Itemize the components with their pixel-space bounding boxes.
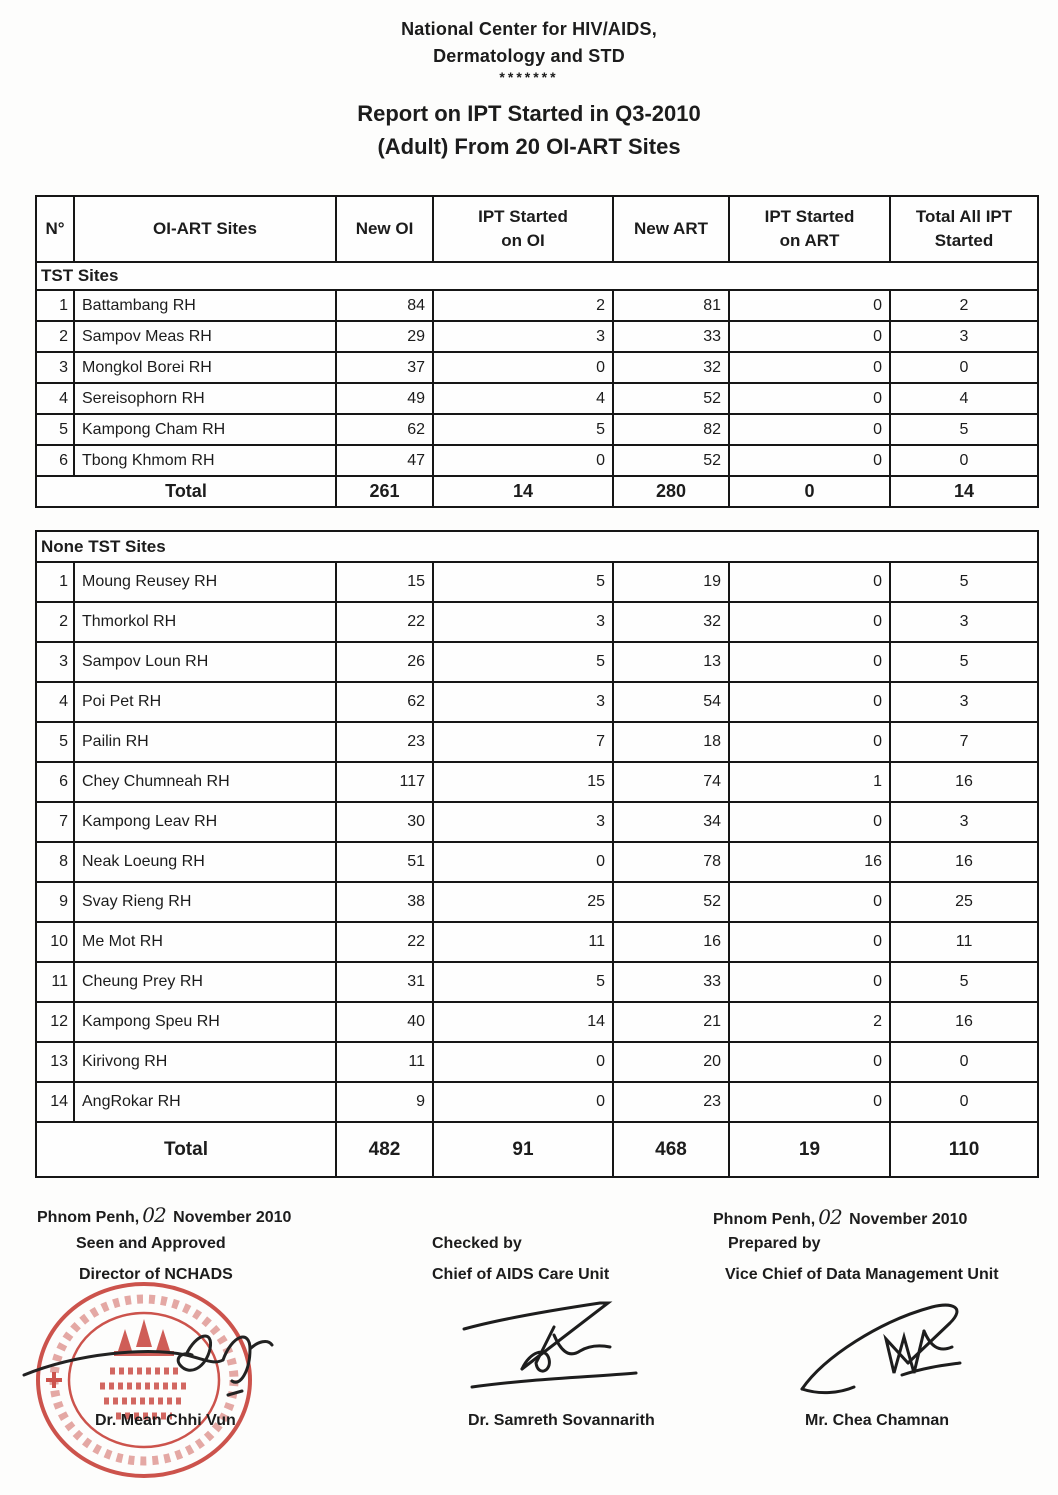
ipt-started-art-value: 0 [729,383,890,414]
org-name-line2: Dermatology and STD [433,46,625,66]
row-number: 6 [36,762,74,802]
table-row [36,802,1038,842]
total-all-ipt-value: 4 [890,383,1038,414]
new-oi-value: 15 [336,562,433,602]
total-all-ipt-value: 16 [890,842,1038,882]
total-new-art: 280 [613,476,729,507]
new-art-value: 13 [613,642,729,682]
site-name: Me Mot RH [74,922,336,962]
table-row [36,842,1038,882]
ipt-started-art-value: 0 [729,682,890,722]
total-all-ipt-value: 3 [890,602,1038,642]
new-art-value: 32 [613,602,729,642]
total-all-ipt-value: 3 [890,682,1038,722]
section-label: None TST Sites [36,531,1038,562]
approved-caption: Seen and Approved [76,1235,226,1252]
site-name: Neak Loeung RH [74,842,336,882]
new-oi-value: 62 [336,414,433,445]
ipt-started-art-value: 2 [729,1002,890,1042]
report-title-line1: Report on IPT Started in Q3-2010 [357,101,701,126]
ipt-started-art-value: 0 [729,290,890,321]
new-art-value: 33 [613,321,729,352]
table-row [36,290,1038,321]
ipt-started-art-value: 0 [729,602,890,642]
col-header-new-oi: New OI [336,196,433,262]
table-row [36,722,1038,762]
site-name: Svay Rieng RH [74,882,336,922]
row-number: 10 [36,922,74,962]
new-art-value: 23 [613,1082,729,1122]
total-all-ipt-value: 16 [890,762,1038,802]
prepared-place-date: Phnom Penh, 02 November 2010 [713,1205,968,1229]
prepared-name: Mr. Chea Chamnan [805,1412,950,1429]
col-header-new-art: New ART [613,196,729,262]
ipt-started-oi-value: 3 [433,802,613,842]
total-ipt-oi: 91 [433,1122,613,1177]
table-row [36,682,1038,722]
ipt-started-oi-value: 7 [433,722,613,762]
site-name: Sampov Loun RH [74,642,336,682]
ipt-started-art-value: 0 [729,352,890,383]
site-name: Pailin RH [74,722,336,762]
ipt-started-oi-value: 0 [433,1042,613,1082]
total-all-ipt-value: 0 [890,1082,1038,1122]
row-number: 13 [36,1042,74,1082]
prepared-title: Vice Chief of Data Management Unit [725,1266,999,1283]
ipt-started-art-value: 0 [729,802,890,842]
tst-total-row [36,476,1038,507]
row-number: 14 [36,1082,74,1122]
total-all-ipt-value: 3 [890,802,1038,842]
none-tst-sites-table [35,530,1039,1178]
ipt-started-art-value: 0 [729,962,890,1002]
none-tst-total-row [36,1122,1038,1177]
report-title [0,97,1058,163]
report-title-line2: (Adult) From 20 OI-ART Sites [377,134,681,159]
handwritten-day: 02 [142,1203,166,1227]
document-header [0,16,1058,163]
row-number: 12 [36,1002,74,1042]
section-header-none-tst [36,531,1038,562]
table-row [36,352,1038,383]
checked-caption: Checked by [432,1235,522,1252]
total-all-ipt-value: 11 [890,922,1038,962]
row-number: 2 [36,602,74,642]
site-name: Mongkol Borei RH [74,352,336,383]
ipt-started-oi-value: 14 [433,1002,613,1042]
approved-name: Dr. Mean Chhi Vun [95,1412,236,1429]
site-name: Kampong Cham RH [74,414,336,445]
col-header-ipt-oi: IPT Started on OI [433,196,613,262]
checked-title: Chief of AIDS Care Unit [432,1266,610,1283]
new-oi-value: 31 [336,962,433,1002]
ipt-started-oi-value: 4 [433,383,613,414]
ipt-started-oi-value: 3 [433,682,613,722]
new-oi-value: 37 [336,352,433,383]
site-name: Cheung Prey RH [74,962,336,1002]
new-oi-value: 26 [336,642,433,682]
table-row [36,882,1038,922]
ipt-started-oi-value: 11 [433,922,613,962]
handwritten-day: 02 [818,1205,842,1229]
row-number: 4 [36,383,74,414]
total-label: Total [36,1122,336,1177]
total-all-ipt-value: 2 [890,290,1038,321]
ipt-started-oi-value: 0 [433,352,613,383]
site-name: Sampov Meas RH [74,321,336,352]
new-art-value: 78 [613,842,729,882]
new-oi-value: 62 [336,682,433,722]
prepared-caption: Prepared by [728,1235,821,1252]
org-name-line1: National Center for HIV/AIDS, [401,19,657,39]
new-art-value: 74 [613,762,729,802]
approved-title: Director of NCHADS [79,1266,233,1283]
row-number: 4 [36,682,74,722]
total-all-ipt-value: 0 [890,445,1038,476]
total-ipt-art: 0 [729,476,890,507]
approved-signature [18,1305,288,1420]
tst-sites-table [35,195,1039,508]
ipt-started-oi-value: 5 [433,562,613,602]
site-name: Kampong Leav RH [74,802,336,842]
new-art-value: 32 [613,352,729,383]
new-oi-value: 40 [336,1002,433,1042]
ipt-started-oi-value: 0 [433,445,613,476]
total-ipt-art: 19 [729,1122,890,1177]
ipt-started-art-value: 0 [729,321,890,352]
new-art-value: 54 [613,682,729,722]
new-oi-value: 22 [336,922,433,962]
total-ipt-oi: 14 [433,476,613,507]
row-number: 6 [36,445,74,476]
row-number: 5 [36,722,74,762]
new-art-value: 52 [613,445,729,476]
row-number: 3 [36,642,74,682]
ipt-started-art-value: 0 [729,882,890,922]
col-header-sites: OI-ART Sites [74,196,336,262]
ipt-started-oi-value: 3 [433,602,613,642]
ipt-started-art-value: 0 [729,722,890,762]
new-art-value: 81 [613,290,729,321]
total-all-ipt-value: 25 [890,882,1038,922]
ipt-started-oi-value: 25 [433,882,613,922]
ipt-started-art-value: 0 [729,1082,890,1122]
new-oi-value: 47 [336,445,433,476]
new-art-value: 82 [613,414,729,445]
table-row [36,445,1038,476]
prepared-signature [790,1277,1030,1412]
column-header-row [36,196,1038,262]
table-row [36,642,1038,682]
new-art-value: 20 [613,1042,729,1082]
table-row [36,1002,1038,1042]
site-name: AngRokar RH [74,1082,336,1122]
checked-signature [450,1287,660,1402]
ipt-started-oi-value: 5 [433,642,613,682]
col-header-ipt-art: IPT Started on ART [729,196,890,262]
total-all-ipt-value: 0 [890,1042,1038,1082]
table-row [36,762,1038,802]
table-row [36,1042,1038,1082]
ipt-started-art-value: 0 [729,1042,890,1082]
new-art-value: 16 [613,922,729,962]
new-oi-value: 23 [336,722,433,762]
table-row [36,962,1038,1002]
checked-name: Dr. Samreth Sovannarith [468,1412,655,1429]
ipt-started-oi-value: 2 [433,290,613,321]
approved-place-date: Phnom Penh, 02 November 2010 [37,1203,292,1227]
new-oi-value: 11 [336,1042,433,1082]
table-row [36,383,1038,414]
ipt-started-art-value: 0 [729,642,890,682]
table-row [36,922,1038,962]
col-header-no: N° [36,196,74,262]
ipt-started-art-value: 16 [729,842,890,882]
row-number: 1 [36,562,74,602]
row-number: 8 [36,842,74,882]
row-number: 9 [36,882,74,922]
row-number: 3 [36,352,74,383]
new-oi-value: 117 [336,762,433,802]
row-number: 11 [36,962,74,1002]
new-oi-value: 49 [336,383,433,414]
row-number: 5 [36,414,74,445]
ipt-started-art-value: 0 [729,414,890,445]
total-label: Total [36,476,336,507]
new-art-value: 19 [613,562,729,602]
new-art-value: 33 [613,962,729,1002]
ipt-started-oi-value: 5 [433,414,613,445]
site-name: Poi Pet RH [74,682,336,722]
new-oi-value: 22 [336,602,433,642]
table-row [36,414,1038,445]
ipt-started-art-value: 0 [729,562,890,602]
ipt-started-oi-value: 0 [433,1082,613,1122]
new-art-value: 34 [613,802,729,842]
site-name: Kirivong RH [74,1042,336,1082]
ipt-started-art-value: 0 [729,922,890,962]
row-number: 2 [36,321,74,352]
total-all-ipt-value: 5 [890,962,1038,1002]
table-row [36,1082,1038,1122]
new-oi-value: 30 [336,802,433,842]
new-oi-value: 51 [336,842,433,882]
section-label: TST Sites [36,262,1038,290]
ipt-started-oi-value: 5 [433,962,613,1002]
site-name: Moung Reusey RH [74,562,336,602]
new-art-value: 52 [613,383,729,414]
ipt-started-oi-value: 3 [433,321,613,352]
total-new-art: 468 [613,1122,729,1177]
table-row [36,321,1038,352]
total-all-ipt-value: 5 [890,642,1038,682]
new-oi-value: 38 [336,882,433,922]
new-art-value: 52 [613,882,729,922]
table-row [36,602,1038,642]
signature-footer [0,1195,1058,1495]
site-name: Sereisophorn RH [74,383,336,414]
total-all-ipt-value: 7 [890,722,1038,762]
total-new-oi: 261 [336,476,433,507]
section-header-tst [36,262,1038,290]
row-number: 1 [36,290,74,321]
new-art-value: 18 [613,722,729,762]
new-oi-value: 9 [336,1082,433,1122]
ipt-started-art-value: 1 [729,762,890,802]
ipt-started-art-value: 0 [729,445,890,476]
site-name: Tbong Khmom RH [74,445,336,476]
ipt-started-oi-value: 15 [433,762,613,802]
col-header-total-ipt: Total All IPT Started [890,196,1038,262]
total-all-ipt-value: 0 [890,352,1038,383]
site-name: Battambang RH [74,290,336,321]
total-all-ipt: 110 [890,1122,1038,1177]
total-all-ipt-value: 5 [890,414,1038,445]
new-oi-value: 29 [336,321,433,352]
total-all-ipt: 14 [890,476,1038,507]
total-all-ipt-value: 16 [890,1002,1038,1042]
site-name: Chey Chumneah RH [74,762,336,802]
site-name: Kampong Speu RH [74,1002,336,1042]
row-number: 7 [36,802,74,842]
ipt-started-oi-value: 0 [433,842,613,882]
table-row [36,562,1038,602]
new-art-value: 21 [613,1002,729,1042]
total-all-ipt-value: 3 [890,321,1038,352]
total-new-oi: 482 [336,1122,433,1177]
new-oi-value: 84 [336,290,433,321]
divider-stars: ******* [499,69,559,85]
total-all-ipt-value: 5 [890,562,1038,602]
site-name: Thmorkol RH [74,602,336,642]
